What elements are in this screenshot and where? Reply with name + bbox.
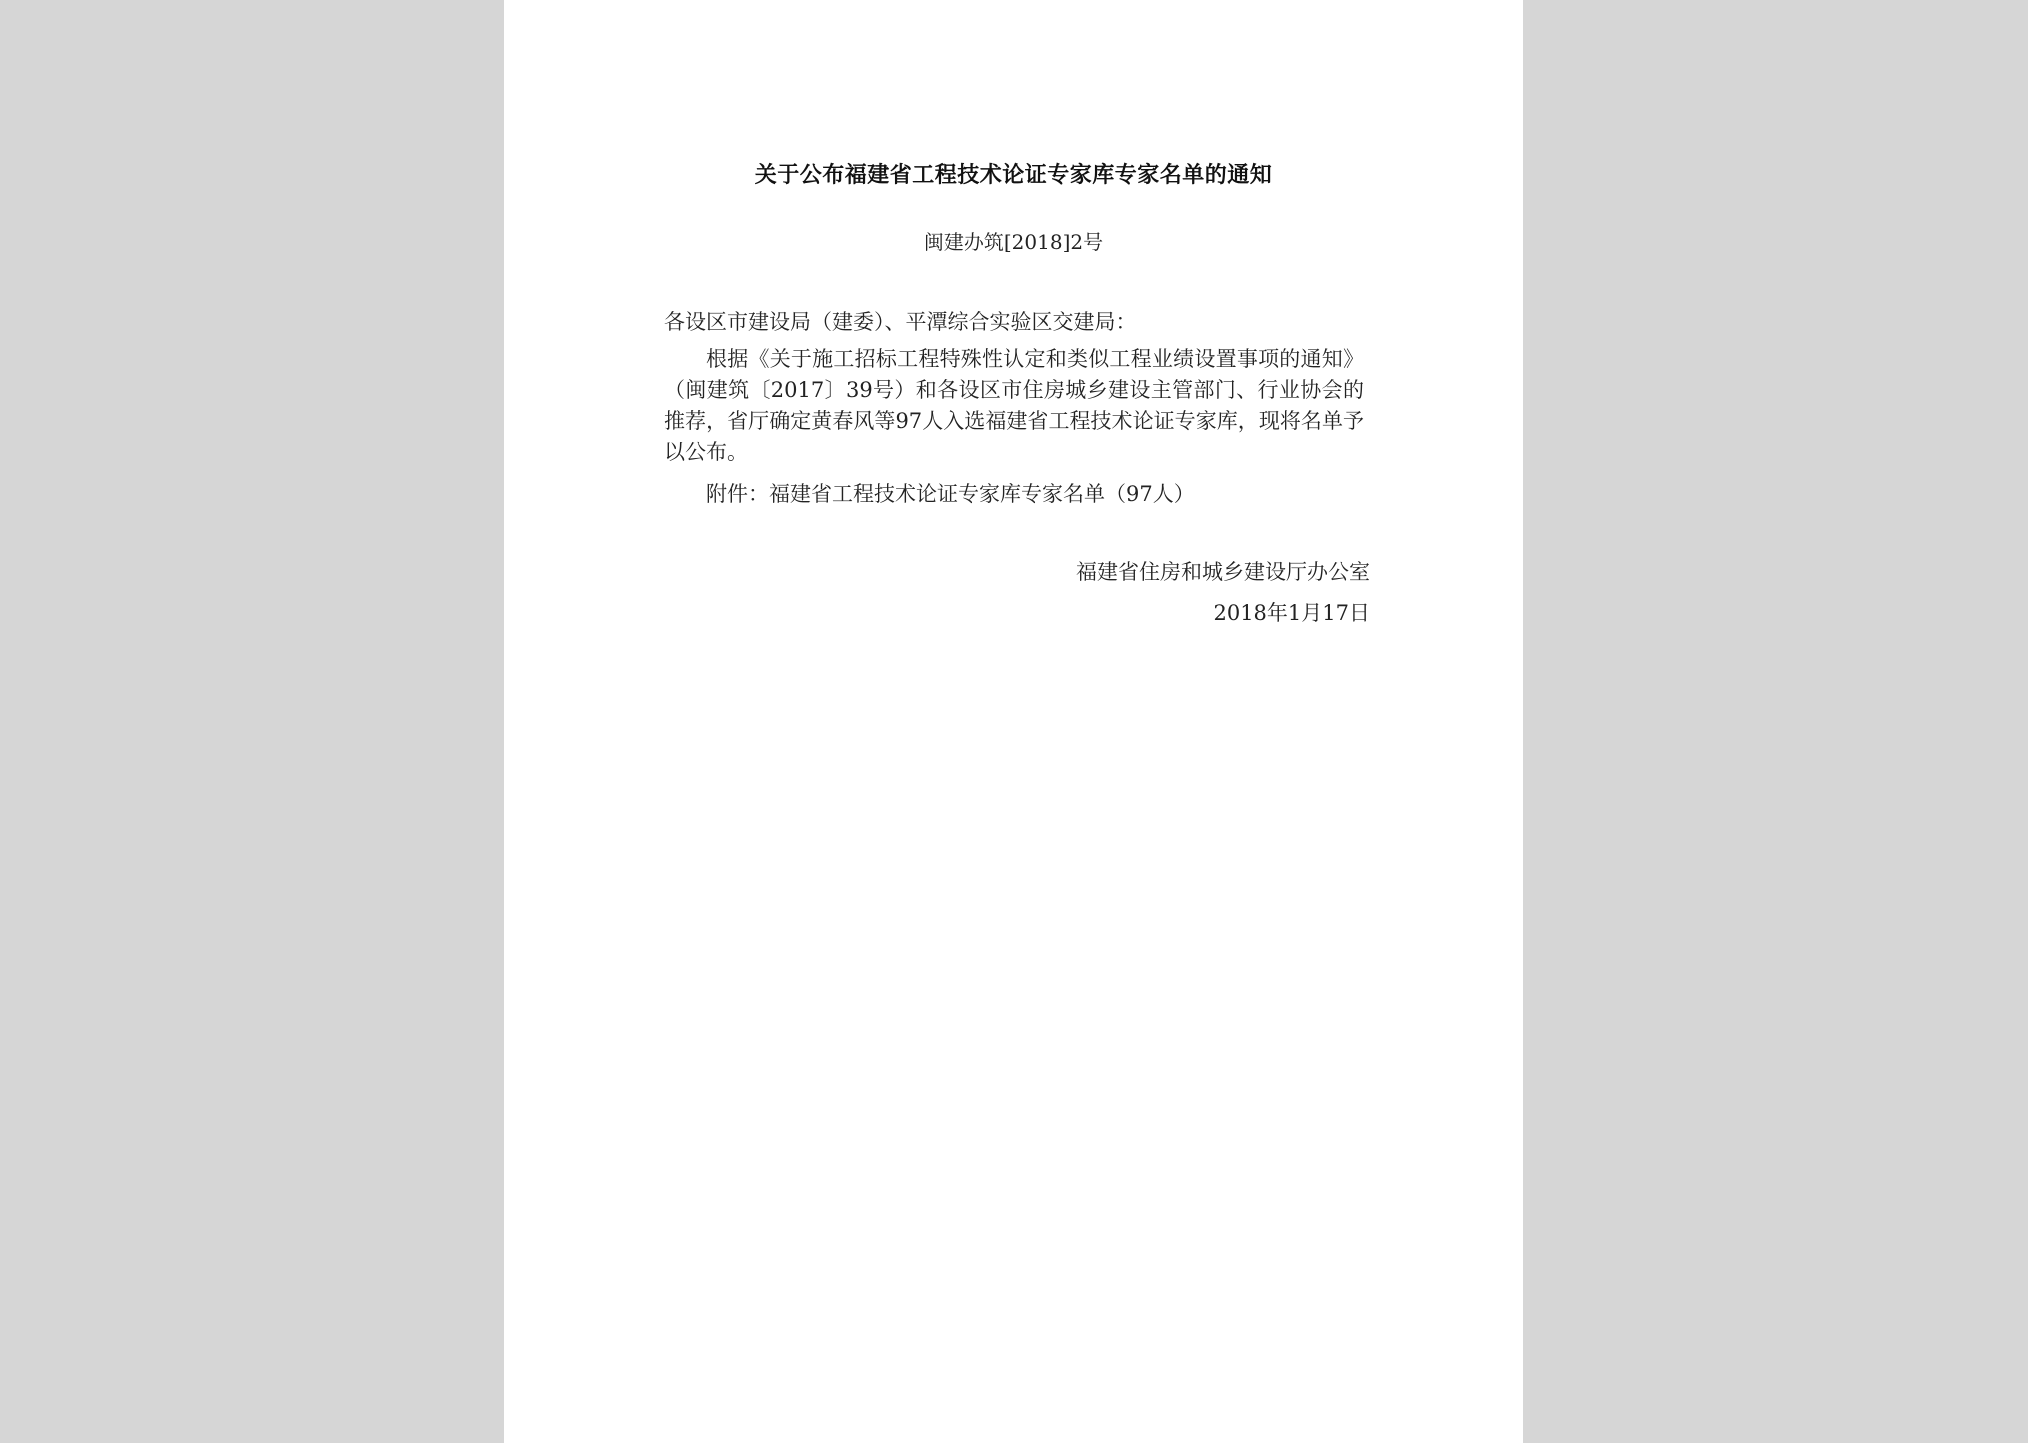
salutation: 各设区市建设局（建委）、平潭综合实验区交建局： bbox=[664, 310, 1137, 334]
document-title: 关于公布福建省工程技术论证专家库专家名单的通知 bbox=[754, 163, 1273, 188]
document-number: 闽建办筑[2018]2号 bbox=[923, 230, 1104, 254]
attachment-line: 附件：福建省工程技术论证专家库专家名单（97人） bbox=[706, 482, 1195, 506]
body-paragraph: 根据《关于施工招标工程特殊性认定和类似工程业绩设置事项的通知》（闽建筑〔2017〕39号）和各设区市住房城乡建设主管部门、行业协会的推荐，省厅确定黄春风等97人入选福建省工程技术论证专家库，现将名单予以公布。 bbox=[664, 347, 1364, 464]
issuer-signature: 福建省住房和城乡建设厅办公室 bbox=[1076, 560, 1370, 584]
issue-date: 2018年1月17日 bbox=[1213, 601, 1370, 625]
document-page bbox=[504, 0, 1523, 1443]
